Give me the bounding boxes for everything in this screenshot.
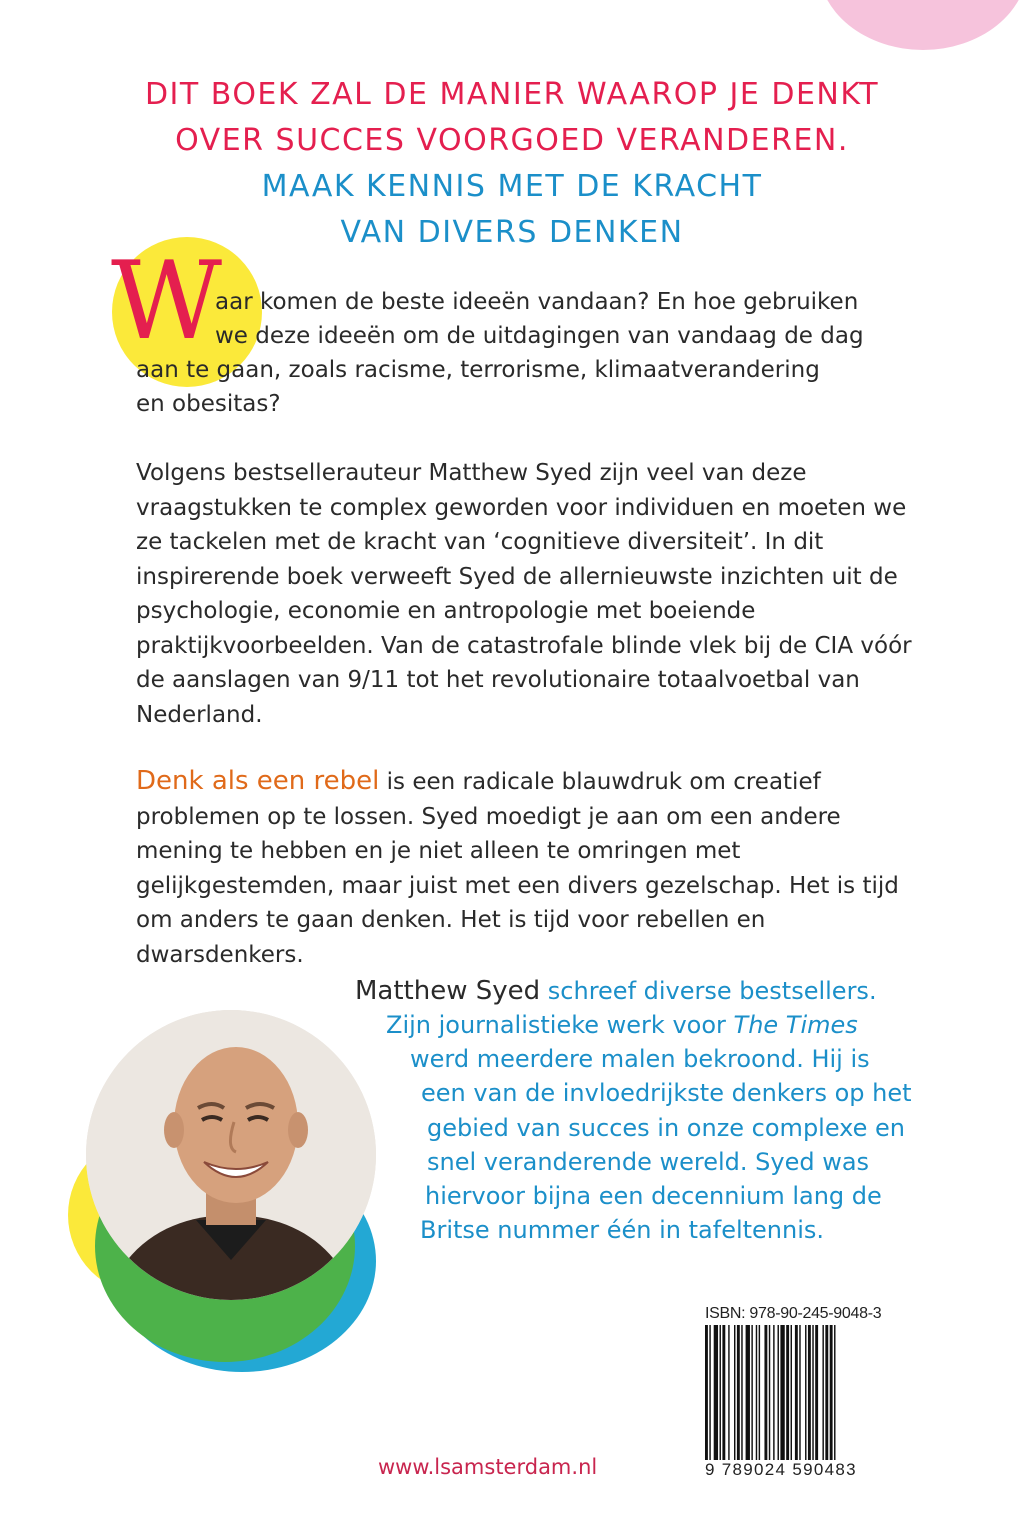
- drop-cap: W: [111, 239, 223, 364]
- barcode-bar: [808, 1325, 811, 1460]
- barcode-bar: [812, 1325, 813, 1460]
- publisher-website: www.lsamsterdam.nl: [378, 1455, 598, 1479]
- barcode-bar: [764, 1325, 767, 1460]
- author-bio-line-3: werd meerdere malen bekroond. Hij is: [410, 1045, 870, 1073]
- subheadline-line-1: MAAK KENNIS MET DE KRACHT: [261, 169, 763, 204]
- barcode-bar: [709, 1325, 710, 1460]
- author-bio-line-5: gebied van succes in onze complexe en: [427, 1114, 906, 1142]
- author-bio-2: Zijn journalistieke werk voor: [386, 1011, 734, 1039]
- barcode-bar: [805, 1325, 806, 1460]
- barcode-bar: [759, 1325, 760, 1460]
- barcode-bar: [799, 1325, 800, 1460]
- intro-line-4: en obesitas?: [136, 391, 281, 417]
- author-bio-line-7: hiervoor bijna een decennium lang de: [425, 1182, 882, 1210]
- barcode-bar: [834, 1325, 835, 1460]
- barcode-bar: [822, 1325, 823, 1460]
- barcode-digits: 9 789024 590483: [705, 1460, 857, 1479]
- isbn-label: ISBN: 978-90-245-9048-3: [705, 1305, 882, 1322]
- barcode-bar: [780, 1325, 784, 1460]
- barcode-bar: [778, 1325, 779, 1460]
- headline-line-1: DIT BOEK ZAL DE MANIER WAAROP JE DENKT: [144, 77, 880, 112]
- intro-line-1: aar komen de beste ideeën vandaan? En hoe gebruiken: [215, 289, 859, 315]
- barcode-bar: [720, 1325, 721, 1460]
- intro-line-2: we deze ideeën om de uitdagingen van vandaag de dag: [215, 323, 864, 349]
- barcode-bar: [741, 1325, 742, 1460]
- barcode-bar: [705, 1325, 708, 1460]
- book-title-highlight: Denk als een rebel: [136, 766, 380, 796]
- intro-line-3: aan te gaan, zoals racisme, terrorisme, klimaatverandering: [136, 357, 820, 383]
- headline-line-2: OVER SUCCES VOORGOED VERANDEREN.: [175, 123, 849, 158]
- barcode-bar: [728, 1325, 729, 1460]
- barcode-bar: [773, 1325, 774, 1460]
- barcode-bar: [830, 1325, 833, 1460]
- barcode-icon: [705, 1325, 885, 1465]
- barcode-bar: [825, 1325, 828, 1460]
- author-bio-line-1: [355, 975, 877, 1007]
- author-bio-line-8: Britse nummer één in tafeltennis.: [420, 1216, 825, 1244]
- barcode-bar: [756, 1325, 757, 1460]
- barcode-bar: [769, 1325, 770, 1460]
- barcode-bar: [746, 1325, 750, 1460]
- barcode-bar: [734, 1325, 735, 1460]
- author-portrait: [86, 1010, 376, 1300]
- body-paragraph-3: [136, 764, 916, 972]
- barcode-bar: [714, 1325, 718, 1460]
- barcode-bar: [786, 1325, 789, 1460]
- barcode-bar: [795, 1325, 798, 1460]
- author-portrait-illustration: [86, 1010, 376, 1300]
- barcode-bar: [791, 1325, 792, 1460]
- author-name: Matthew Syed: [355, 976, 541, 1006]
- body-paragraph-3-text: is een radicale blauwdruk om creatief problemen op te lossen. Syed moedigt je aan om een andere mening te hebben en je niet alleen te omringen met gelijkgestemden, maar juist met een divers gezelschap. Het is tijd om anders te gaan denken. Het is tijd voor rebellen en dwarsdenkers.: [136, 769, 899, 968]
- barcode-bar: [751, 1325, 752, 1460]
- subheadline-line-2: VAN DIVERS DENKEN: [340, 215, 684, 250]
- author-bio-line-6: snel veranderende wereld. Syed was: [427, 1148, 870, 1176]
- author-bio-line-2: [386, 1008, 858, 1043]
- author-bio-line-4: een van de invloedrijkste denkers op het: [421, 1079, 912, 1107]
- barcode-bar: [722, 1325, 725, 1460]
- body-paragraph-2: Volgens bestsellerauteur Matthew Syed zijn veel van deze vraagstukken te complex geworden voor individuen en moeten we ze tackelen met de kracht van ‘cognitieve diversiteit’. In dit inspirerende boek verweeft Syed de allernieuwste inzichten uit de psychologie, economie en antropologie met boeiende praktijkvoorbeelden. Van de catastrofale blinde vlek bij de CIA vóór de aanslagen van 9/11 tot het revolutionaire totaalvoetbal van Nederland.: [136, 460, 912, 728]
- decorative-pink-circle: [818, 0, 1024, 50]
- author-bio-1: schreef diverse bestsellers.: [540, 977, 877, 1005]
- barcode-bar: [815, 1325, 818, 1460]
- newspaper-title: The Times: [733, 1011, 858, 1039]
- barcode-bar: [737, 1325, 740, 1460]
